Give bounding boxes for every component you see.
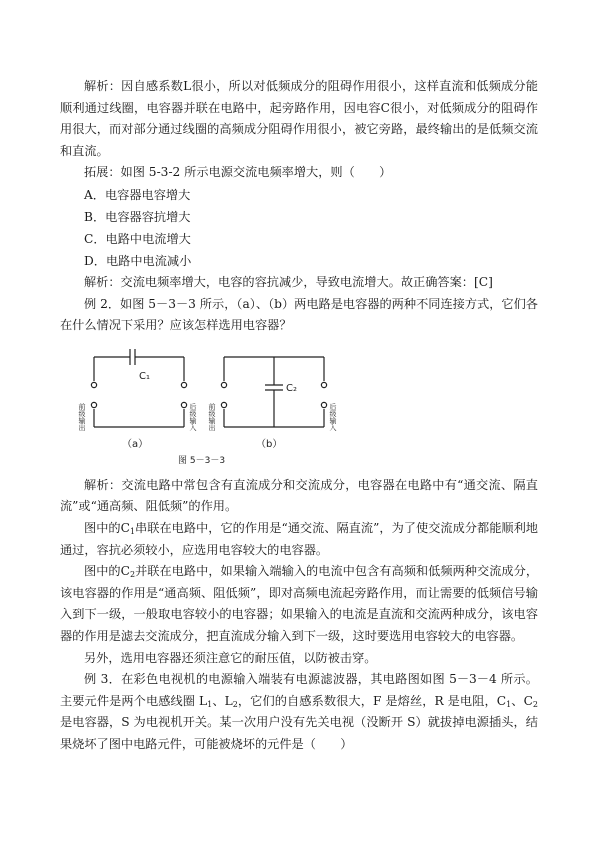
ex3-part-2: 、L: [212, 693, 233, 708]
c1-text: 串联在电路中，它的作用是“通交流、隔直流”，为了使交流成分都能顺利地通过，容抗必须较小，应选用电容较大的电容器。: [60, 520, 538, 557]
extension-question: 拓展：如图 5-3-2 所示电源交流电频率增大，则（ ）: [84, 165, 392, 180]
c2-text: 并联在电路中，如果输入端输入的电流中包含有高频和低频两种交流成分，该电容器的作用是“通高频、阻低频”，即对高频电流起旁路作用，而让需要的低频信号输入到下一级，一般取电容较小的电容器；如果输入的电流是直流和交流两种成分，该电容器的作用是滤去交流成分，把直流成分输入到下一级，这时要选用电容较大的电容器。: [60, 564, 539, 643]
figure-label-b: （b）: [256, 438, 283, 450]
ex3-sub-4: 2: [532, 699, 538, 709]
option-c: C．电路中电流增大: [84, 231, 191, 246]
figure-label-a: （a）: [122, 438, 149, 450]
figure-caption: 图 5－3－3: [178, 455, 226, 466]
example-3-question: [60, 669, 538, 755]
c2-prefix: 图中的C: [84, 564, 130, 579]
input-label-a: 前级输出: [78, 402, 86, 431]
analysis-paragraph-3: 解析：交流电路中常包含有直流成分和交流成分，电容器在电路中有“通交流、隔直流”或“通高频、阻低频”的作用。: [60, 477, 538, 514]
ex3-sub-2: 2: [232, 699, 238, 709]
capacitor-c1-label: C₁: [139, 370, 150, 382]
analysis-paragraph-1: 解析：因自感系数L很小，所以对低频成分的阻碍作用很小，这样直流和低频成分能顺利通过线圈，电容器并联在电路中，起旁路作用，因电容C很小，对低频成分的阻碍作用很大，而对部分通过线圈的高频成分阻碍作用很小，被它旁路，最终输出的是低频交流和直流。: [60, 79, 538, 158]
output-label-a: 后级输入: [189, 402, 197, 431]
input-label-b: 前级输出: [208, 402, 216, 431]
ex3-sub-1: 1: [207, 699, 213, 709]
ex3-part-5: 是电容器，S 为电视机开关。某一次用户没有先关电视（没断开 S）就拔掉电源插头，结果烧坏了图中电路元件，可能被烧坏的元件是（ ）: [60, 715, 538, 751]
ex3-sub-3: 1: [506, 699, 512, 709]
circuit-figure: [74, 343, 354, 467]
c1-prefix: 图中的C: [84, 520, 130, 535]
c2-paragraph: [60, 561, 538, 647]
ex3-part-3: ，它们的自感系数很大，F 是熔丝，R 是电阻，C: [237, 693, 507, 708]
c1-paragraph: [60, 518, 538, 561]
ex3-part-1: 例 3．在彩色电视机的电源输入端装有电源滤波器，其电路图如图 5－3－4 所示。主要元件是两个电感线圈 L: [60, 672, 538, 708]
note-paragraph: 另外，选用电容器还须注意它的耐压值，以防被击穿。: [84, 650, 377, 665]
c2-subscript: 2: [129, 570, 136, 580]
option-d: D．电路中电流减小: [84, 253, 192, 268]
example-2-question: 例 2．如图 5－3－3 所示，（a）、（b）两电路是电容器的两种不同连接方式，它们各在什么情况下采用？应该怎样选用电容器？: [60, 296, 538, 333]
analysis-paragraph-2: 解析：交流电频率增大，电容的容抗减少，导致电流增大。故正确答案：[C]: [84, 274, 493, 289]
c1-subscript: 1: [129, 526, 136, 536]
document-page: [60, 76, 538, 755]
ex3-part-4: 、C: [511, 693, 533, 708]
option-b: B．电容器容抗增大: [84, 209, 191, 224]
capacitor-c2-label: C₂: [286, 382, 297, 394]
output-label-b: 后级输入: [329, 402, 337, 431]
option-a: A．电容器电容增大: [84, 187, 191, 202]
circuit-diagram: [74, 343, 354, 467]
